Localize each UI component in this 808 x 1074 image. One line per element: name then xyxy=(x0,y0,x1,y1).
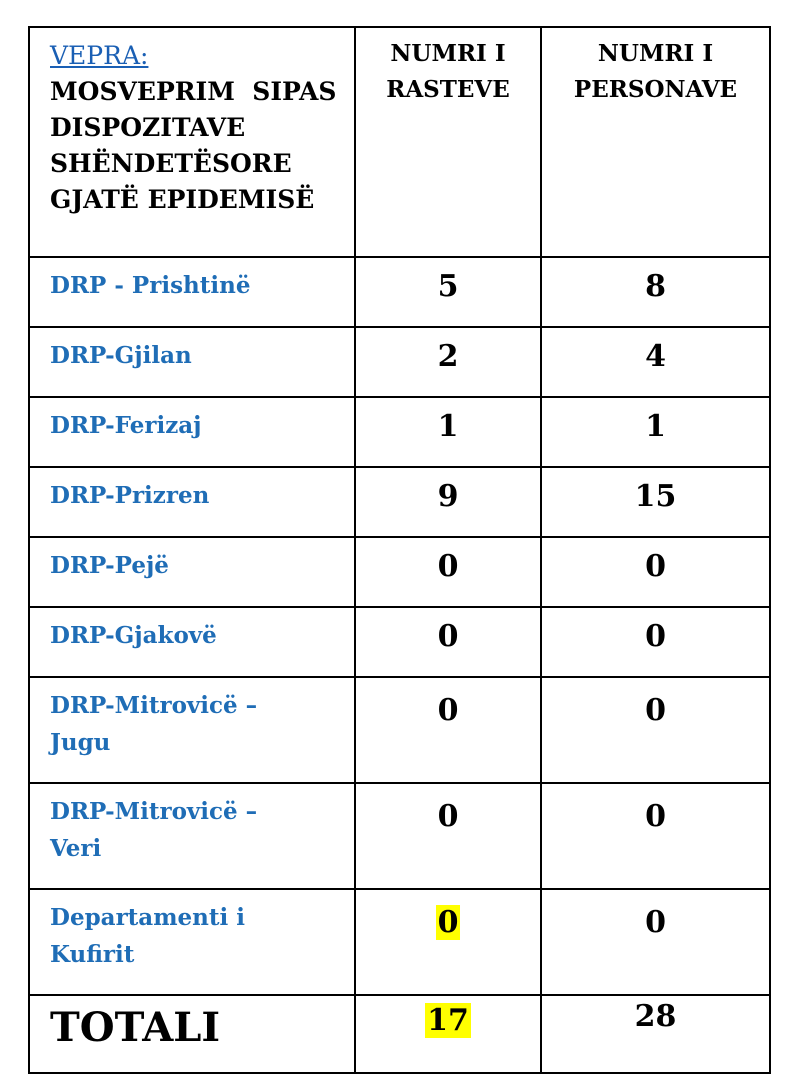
cases-value-cell xyxy=(355,889,541,995)
region-name: DRP-Pejë xyxy=(29,537,355,607)
region-name: DRP-Gjakovë xyxy=(29,607,355,677)
persons-value: 0 xyxy=(541,677,770,783)
offense-line: GJATË EPIDEMISË xyxy=(50,185,315,214)
cases-value: 5 xyxy=(355,257,541,327)
cases-header-line: NUMRI I xyxy=(390,40,506,67)
total-cases-cell xyxy=(355,995,541,1073)
persons-value: 0 xyxy=(541,537,770,607)
offense-line: MOSVEPRIM SIPAS xyxy=(50,77,337,106)
persons-value: 4 xyxy=(541,327,770,397)
region-name-line: Kufirit xyxy=(50,941,135,968)
cases-value: 2 xyxy=(355,327,541,397)
cases-value: 9 xyxy=(355,467,541,537)
persons-value: 0 xyxy=(541,783,770,889)
table-row xyxy=(29,397,770,467)
region-name-line: Jugu xyxy=(50,729,111,756)
header-persons-cell xyxy=(541,27,770,257)
region-name xyxy=(29,677,355,783)
total-persons-value: 28 xyxy=(541,995,770,1073)
persons-value: 0 xyxy=(541,889,770,995)
cases-value: 0 xyxy=(355,783,541,889)
region-name xyxy=(29,889,355,995)
vepra-label: VEPRA: xyxy=(50,41,149,70)
offense-line: DISPOZITAVE xyxy=(50,113,246,142)
region-name-line: Veri xyxy=(50,835,102,862)
header-row xyxy=(29,27,770,257)
table-row xyxy=(29,537,770,607)
cases-table xyxy=(28,26,771,1074)
table-row xyxy=(29,889,770,995)
header-cases-cell xyxy=(355,27,541,257)
header-offense-cell xyxy=(29,27,355,257)
region-name-line: Departamenti i xyxy=(50,904,246,931)
total-row xyxy=(29,995,770,1073)
region-name-line: DRP-Mitrovicë – xyxy=(50,798,258,825)
cases-value: 0 xyxy=(355,607,541,677)
cases-value-highlighted: 0 xyxy=(437,905,459,940)
persons-value: 8 xyxy=(541,257,770,327)
persons-header-line: NUMRI I xyxy=(597,40,714,67)
region-name: DRP-Prizren xyxy=(29,467,355,537)
region-name xyxy=(29,783,355,889)
table-row xyxy=(29,783,770,889)
persons-value: 1 xyxy=(541,397,770,467)
persons-value: 15 xyxy=(541,467,770,537)
region-name: DRP-Gjilan xyxy=(29,327,355,397)
offense-line: SHËNDETËSORE xyxy=(50,149,292,178)
table-row xyxy=(29,257,770,327)
table-row xyxy=(29,607,770,677)
table-row xyxy=(29,327,770,397)
persons-value: 0 xyxy=(541,607,770,677)
region-name: DRP - Prishtinë xyxy=(29,257,355,327)
total-label: TOTALI xyxy=(29,995,355,1073)
cases-value: 1 xyxy=(355,397,541,467)
persons-header-line: PERSONAVE xyxy=(573,76,738,103)
cases-value: 0 xyxy=(355,677,541,783)
table-row xyxy=(29,677,770,783)
cases-header-line: RASTEVE xyxy=(386,76,510,103)
region-name: DRP-Ferizaj xyxy=(29,397,355,467)
table-row xyxy=(29,467,770,537)
region-name-line: DRP-Mitrovicë – xyxy=(50,692,258,719)
cases-value: 0 xyxy=(355,537,541,607)
total-cases-value: 17 xyxy=(427,1003,469,1038)
